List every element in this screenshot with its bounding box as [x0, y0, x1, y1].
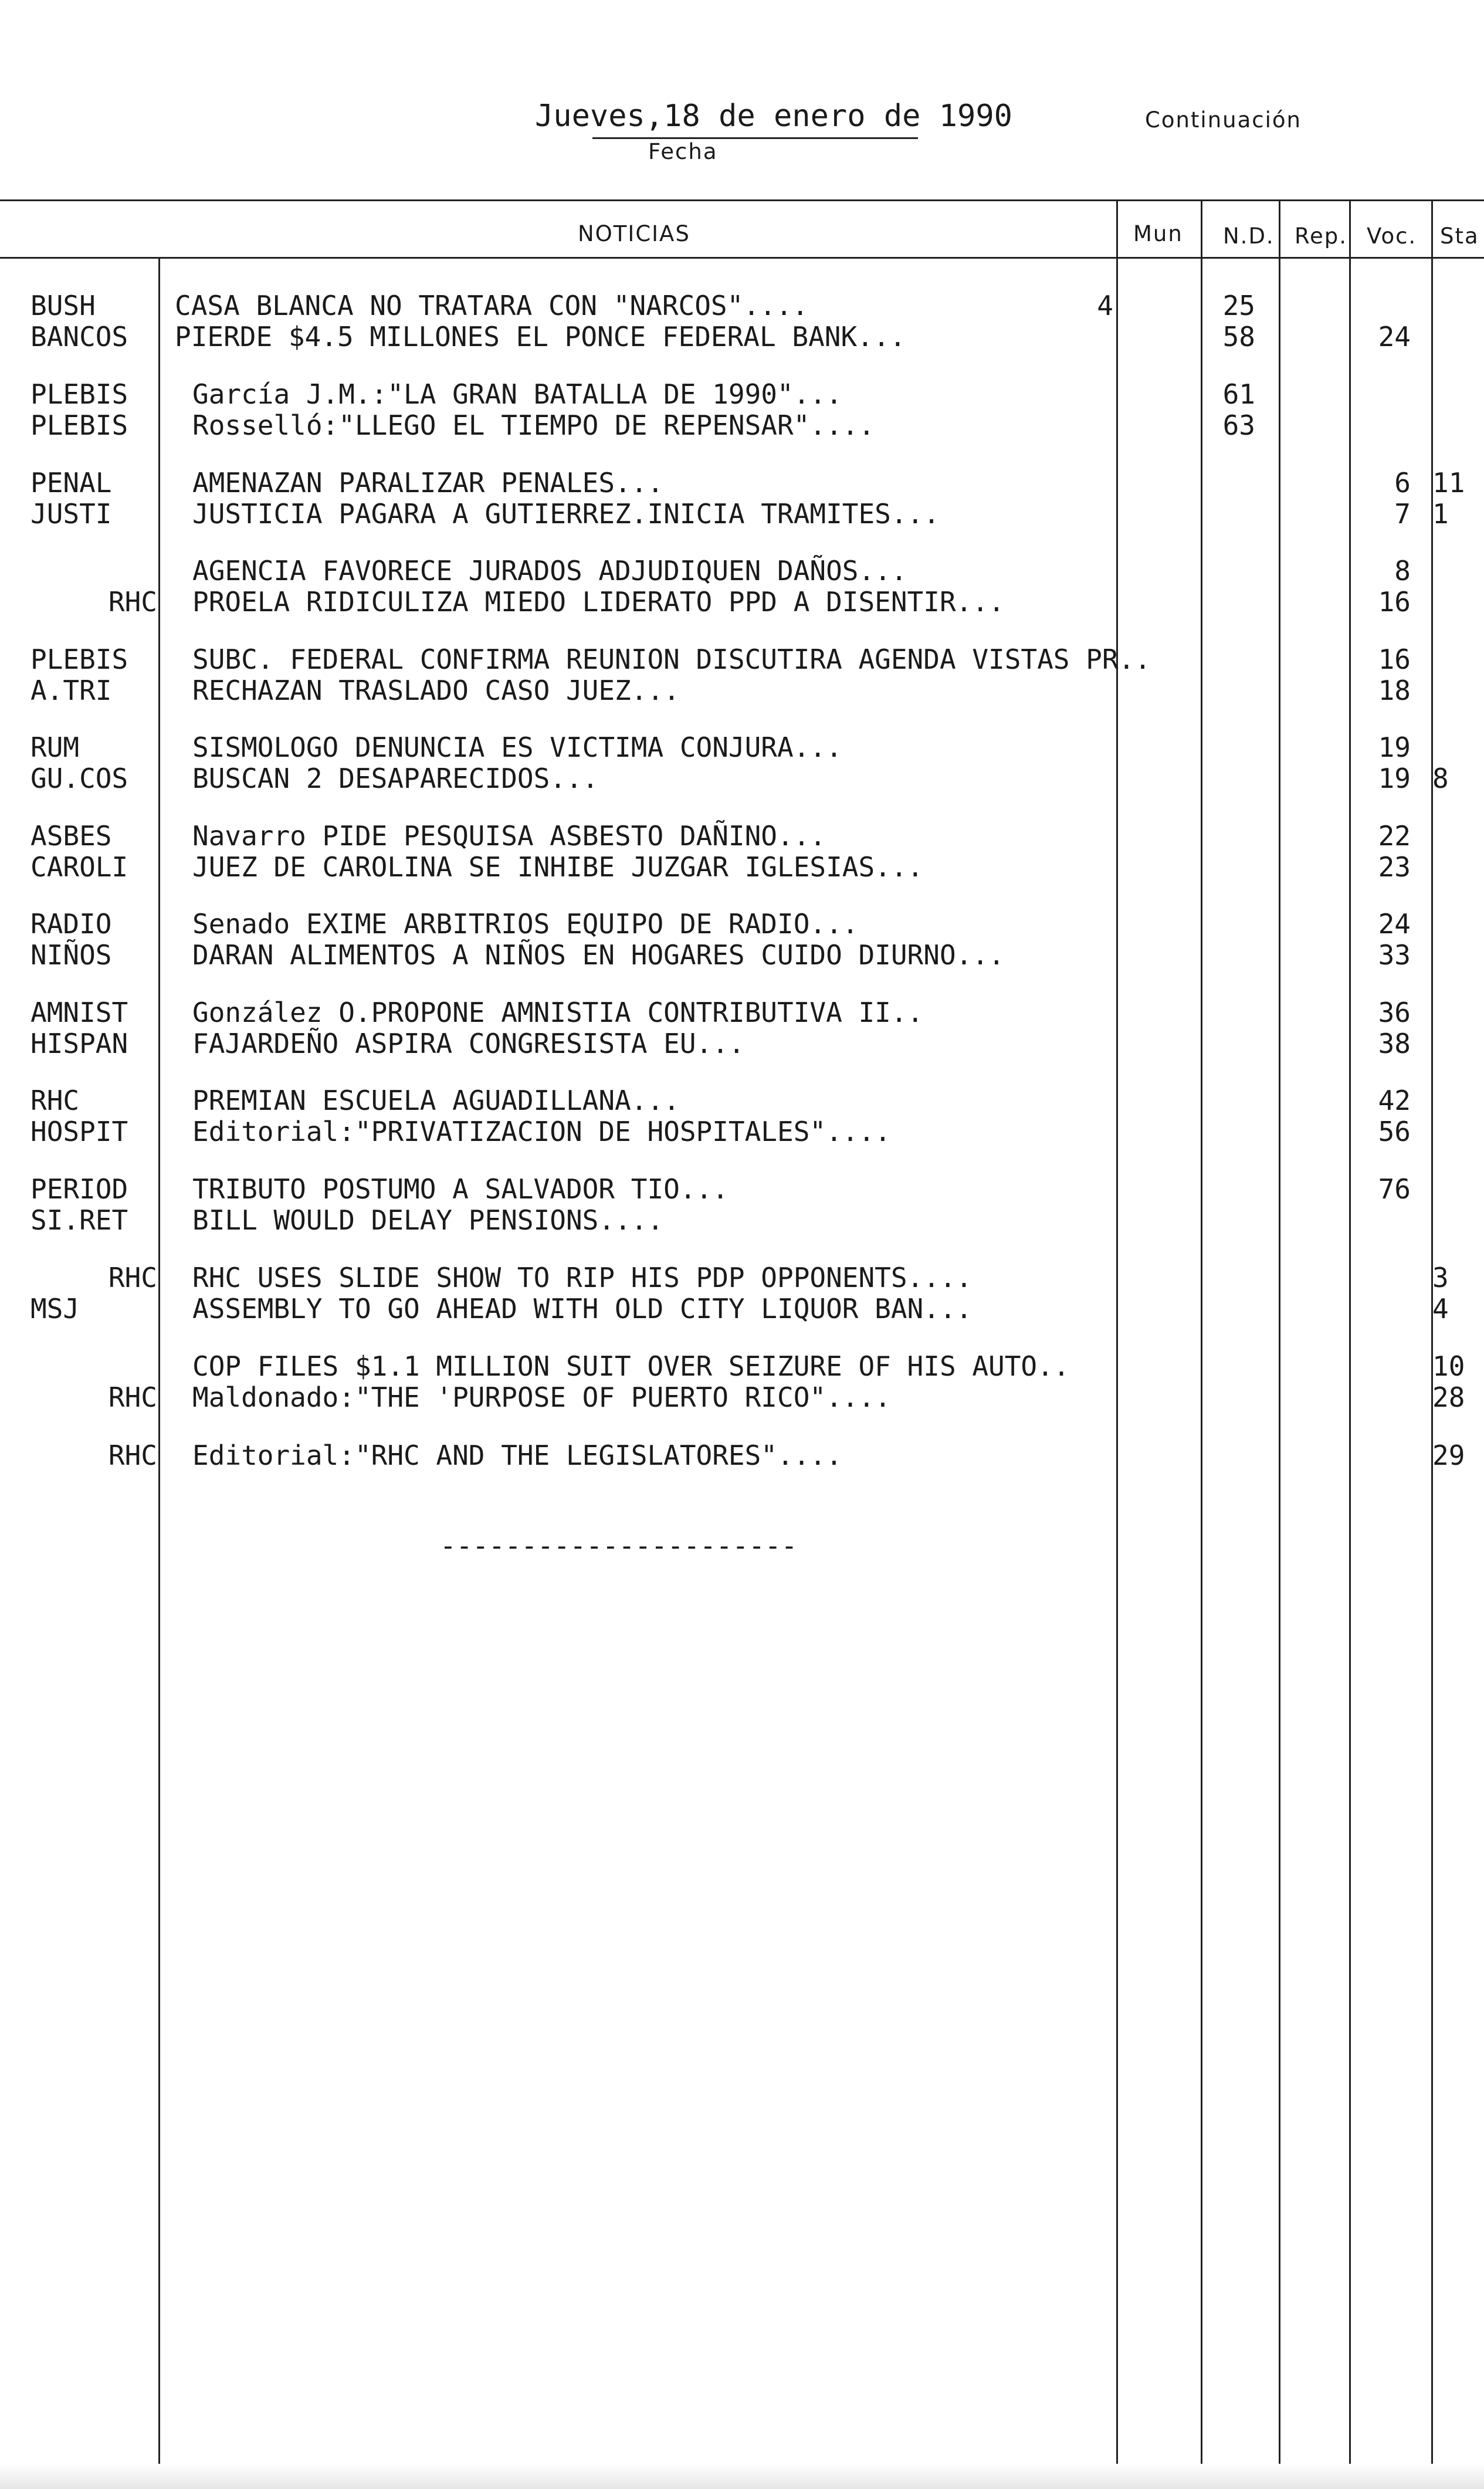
row-headline: AGENCIA FAVORECE JURADOS ADJUDIQUEN DAÑOS...	[192, 555, 907, 587]
continuation-label: Continuación	[1145, 107, 1302, 133]
row-headline: BUSCAN 2 DESAPARECIDOS...	[192, 763, 599, 794]
column-header-noticias: NOTICIAS	[578, 221, 690, 246]
row-headline: COP FILES $1.1 MILLION SUIT OVER SEIZURE OF HIS AUTO..	[192, 1350, 1070, 1382]
column-header-sta: Sta	[1440, 223, 1479, 249]
row-voc-page: 76	[1378, 1173, 1411, 1205]
row-sta-page: 3	[1432, 1262, 1449, 1293]
row-voc-page: 36	[1378, 997, 1411, 1028]
row-sta-page: 1	[1432, 498, 1449, 530]
row-headline: DARAN ALIMENTOS A NIÑOS EN HOGARES CUIDO DIURNO...	[192, 939, 1005, 971]
rule-code-col	[158, 258, 160, 2489]
row-sta-page: 4	[1432, 1293, 1449, 1325]
table-header-rule	[0, 257, 1484, 259]
row-voc-page: 8	[1394, 555, 1411, 587]
row-headline: TRIBUTO POSTUMO A SALVADOR TIO...	[192, 1173, 729, 1205]
row-headline: RHC USES SLIDE SHOW TO RIP HIS PDP OPPONENTS....	[192, 1262, 973, 1293]
row-headline: FAJARDEÑO ASPIRA CONGRESISTA EU...	[192, 1028, 745, 1059]
row-code: PLEBIS	[31, 409, 128, 441]
row-headline: PREMIAN ESCUELA AGUADILLANA...	[192, 1085, 680, 1116]
row-code: RUM	[31, 732, 80, 763]
row-headline: RECHAZAN TRASLADO CASO JUEZ...	[192, 675, 680, 706]
rule-rep-col	[1279, 199, 1280, 2489]
row-voc-page: 7	[1394, 498, 1411, 530]
column-header-voc: Voc.	[1367, 223, 1417, 249]
row-voc-page: 38	[1378, 1028, 1411, 1059]
row-code: CAROLI	[31, 851, 128, 883]
row-headline: ASSEMBLY TO GO AHEAD WITH OLD CITY LIQUOR BAN...	[192, 1293, 973, 1325]
row-code: RADIO	[31, 908, 112, 940]
date-underline	[592, 137, 918, 139]
row-headline: González O.PROPONE AMNISTIA CONTRIBUTIVA II..	[192, 997, 924, 1028]
row-headline: SISMOLOGO DENUNCIA ES VICTIMA CONJURA...	[192, 732, 842, 763]
row-headline: Editorial:"PRIVATIZACION DE HOSPITALES"....	[192, 1116, 891, 1147]
row-sta-page: 8	[1432, 763, 1449, 794]
row-voc-page: 56	[1378, 1116, 1411, 1147]
row-headline: SUBC. FEDERAL CONFIRMA REUNION DISCUTIRA AGENDA VISTAS PR..	[192, 644, 1151, 675]
footer-rule: ----------------------	[440, 1530, 798, 1562]
row-voc-page: 19	[1378, 763, 1411, 794]
row-code: A.TRI	[31, 675, 112, 706]
row-nd-page: 61	[1222, 378, 1255, 410]
row-headline: García J.M.:"LA GRAN BATALLA DE 1990"...	[192, 378, 842, 410]
row-code: JUSTI	[31, 498, 112, 530]
row-code: RHC	[108, 1440, 157, 1471]
row-code: BUSH	[31, 290, 96, 321]
row-nd-page: 58	[1222, 321, 1255, 353]
row-voc-page: 16	[1378, 644, 1411, 675]
row-headline: PIERDE $4.5 MILLONES EL PONCE FEDERAL BANK...	[175, 321, 906, 353]
row-headline: AMENAZAN PARALIZAR PENALES...	[192, 467, 664, 499]
row-code: PERIOD	[31, 1173, 128, 1205]
row-headline: Maldonado:"THE 'PURPOSE OF PUERTO RICO"....	[192, 1381, 891, 1413]
row-code: ASBES	[31, 820, 112, 852]
row-sta-page: 28	[1432, 1381, 1465, 1413]
row-code: RHC	[108, 1262, 157, 1293]
row-code: PLEBIS	[31, 378, 128, 410]
row-voc-page: 23	[1378, 851, 1411, 883]
row-voc-page: 18	[1378, 675, 1411, 706]
row-voc-page: 6	[1394, 467, 1411, 499]
row-nd-page: 25	[1222, 290, 1255, 321]
row-voc-page: 42	[1378, 1085, 1411, 1116]
row-code: AMNIST	[31, 997, 128, 1028]
row-code: HOSPIT	[31, 1116, 128, 1147]
row-voc-page: 22	[1378, 820, 1411, 852]
row-code: GU.COS	[31, 763, 128, 794]
table-top-rule	[0, 199, 1484, 201]
row-code: PENAL	[31, 467, 112, 499]
row-headline: Navarro PIDE PESQUISA ASBESTO DAÑINO...	[192, 820, 826, 852]
row-headline: Editorial:"RHC AND THE LEGISLATORES"....	[192, 1440, 842, 1471]
row-code: HISPAN	[31, 1028, 128, 1059]
row-nd-page: 63	[1222, 409, 1255, 441]
row-voc-page: 33	[1378, 939, 1411, 971]
row-voc-page: 24	[1378, 321, 1411, 353]
row-code: MSJ	[31, 1293, 80, 1325]
row-headline: BILL WOULD DELAY PENSIONS....	[192, 1204, 664, 1236]
row-voc-page: 16	[1378, 586, 1411, 618]
row-voc-page: 19	[1378, 732, 1411, 763]
row-code: RHC	[108, 1381, 157, 1413]
row-mun-page: 4	[1097, 290, 1113, 321]
row-code: RHC	[31, 1085, 80, 1116]
row-sta-page: 29	[1432, 1440, 1465, 1471]
row-headline: CASA BLANCA NO TRATARA CON "NARCOS"....	[175, 290, 809, 321]
rule-sta-col	[1431, 199, 1433, 2489]
row-code: SI.RET	[31, 1204, 128, 1236]
rule-mun-col	[1116, 199, 1118, 2489]
report-date: Jueves,18 de enero de 1990	[535, 99, 1012, 134]
column-header-mun: Mun	[1133, 221, 1183, 246]
row-headline: JUSTICIA PAGARA A GUTIERREZ.INICIA TRAMITES...	[192, 498, 940, 530]
row-voc-page: 24	[1378, 908, 1411, 940]
date-caption: Fecha	[648, 139, 718, 164]
column-header-nd: N.D.	[1223, 223, 1275, 249]
rule-nd-col	[1201, 199, 1202, 2489]
row-headline: PROELA RIDICULIZA MIEDO LIDERATO PPD A DISENTIR...	[192, 586, 1005, 618]
row-sta-page: 11	[1432, 467, 1465, 499]
row-headline: Rosselló:"LLEGO EL TIEMPO DE REPENSAR"....	[192, 409, 875, 441]
row-code: PLEBIS	[31, 644, 128, 675]
scan-shadow	[0, 2464, 1484, 2489]
column-header-rep: Rep.	[1295, 223, 1348, 249]
row-code: RHC	[108, 586, 157, 618]
row-code: NIÑOS	[31, 939, 112, 971]
row-sta-page: 10	[1432, 1350, 1465, 1382]
row-headline: Senado EXIME ARBITRIOS EQUIPO DE RADIO...	[192, 908, 859, 940]
rule-voc-col	[1349, 199, 1351, 2489]
row-headline: JUEZ DE CAROLINA SE INHIBE JUZGAR IGLESIAS...	[192, 851, 924, 883]
row-code: BANCOS	[31, 321, 128, 353]
